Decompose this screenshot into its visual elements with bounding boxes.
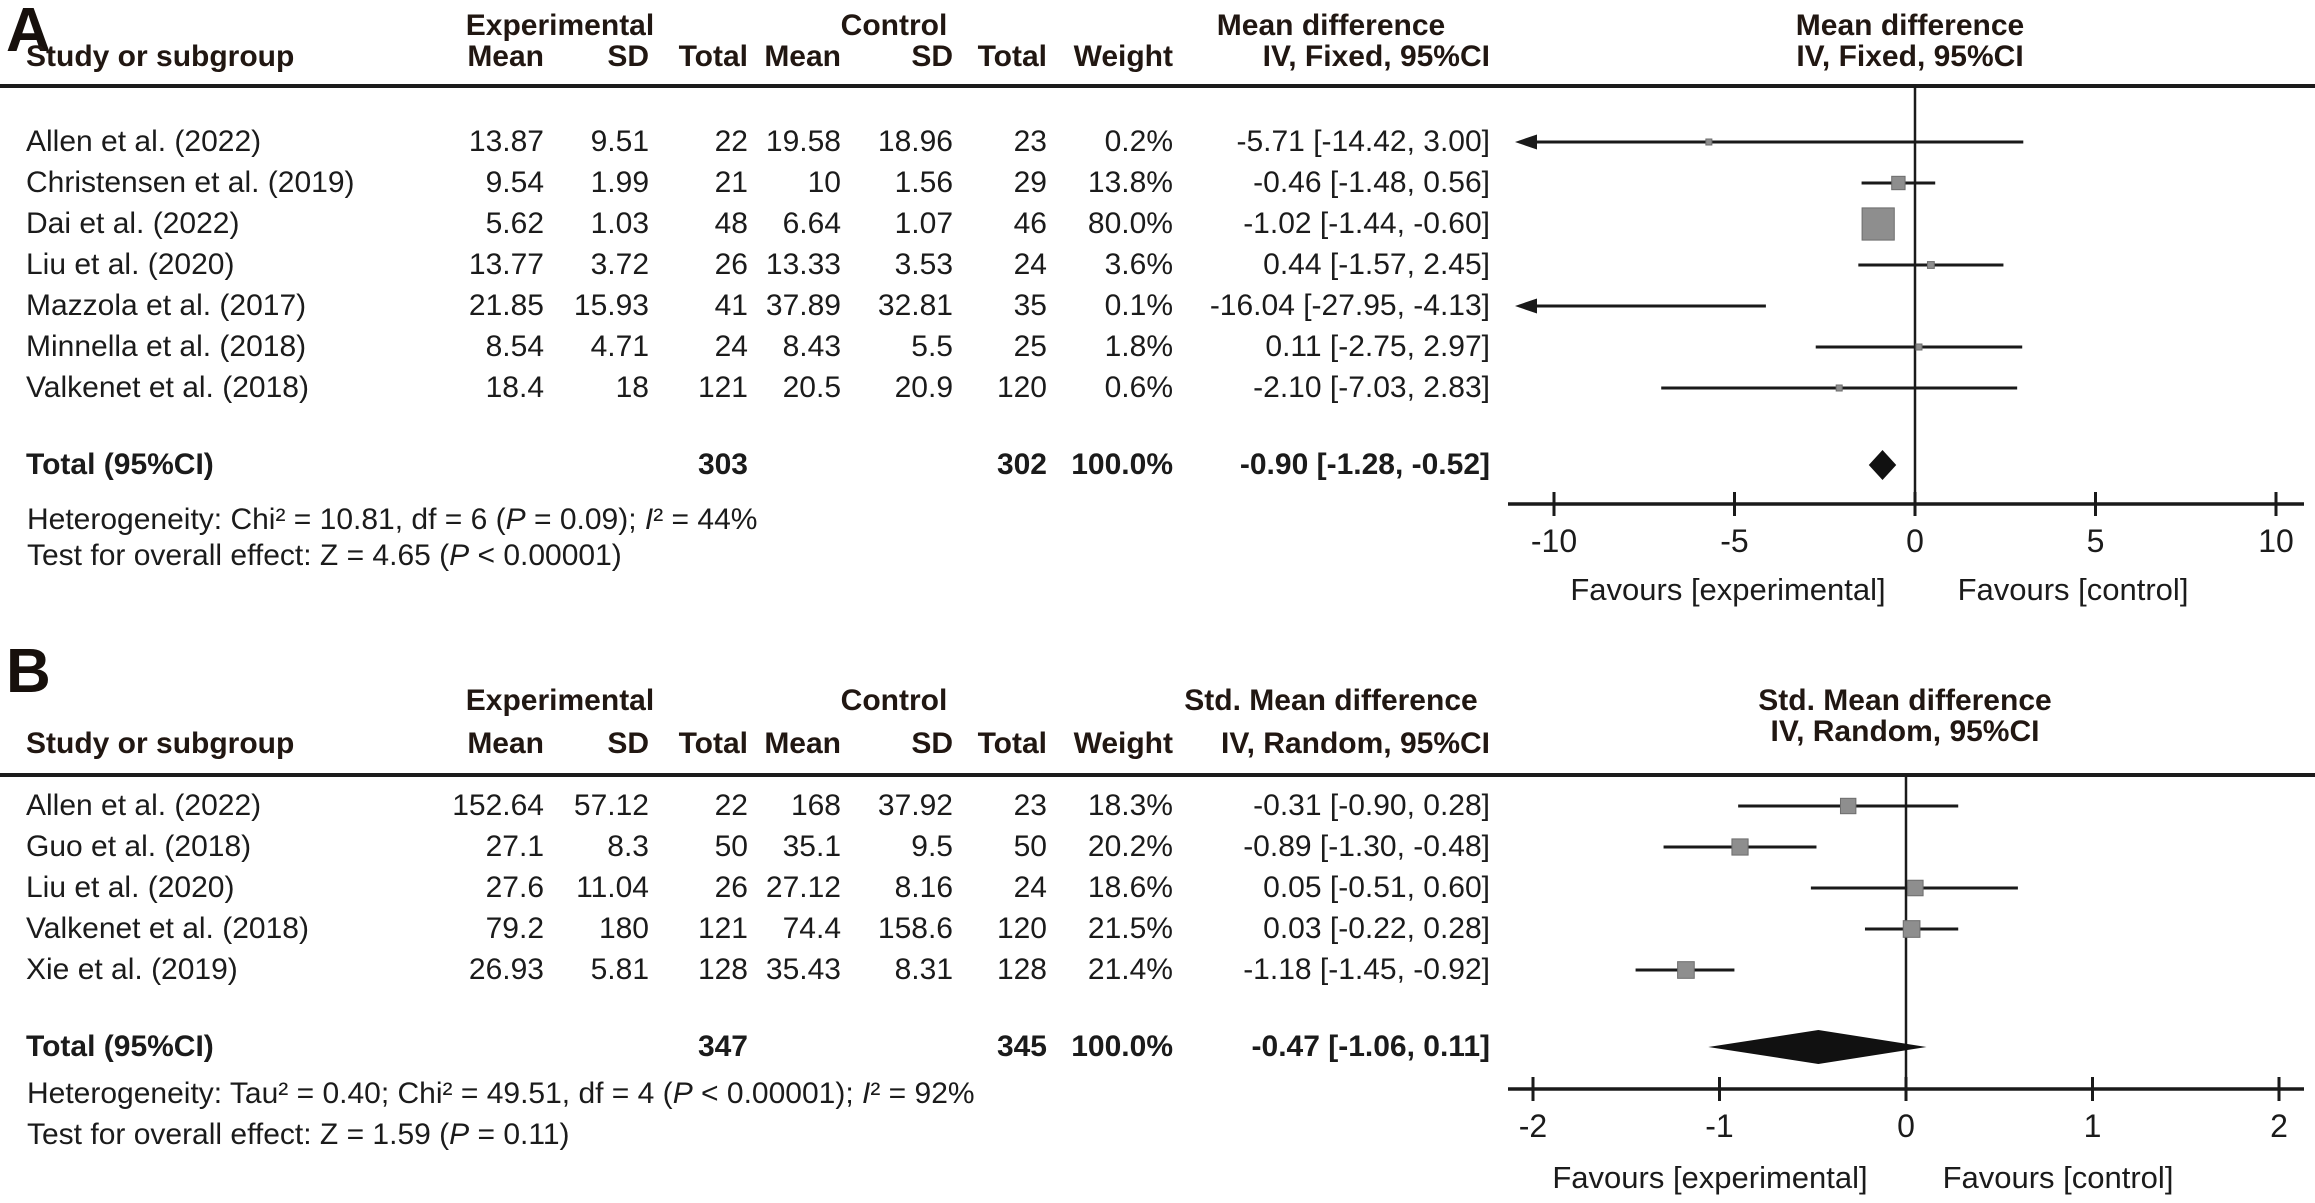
cell-n1: 26: [714, 248, 748, 281]
cell-mean1: 26.93: [468, 953, 544, 986]
effect-square: [1836, 385, 1842, 391]
cell-mean2: 168: [790, 789, 841, 822]
cell-n2: 23: [1013, 789, 1047, 822]
study-row: [0, 831, 1490, 863]
cell-sd2: 8.16: [894, 871, 953, 904]
cell-mean2: 20.5: [782, 371, 841, 404]
study-row: [0, 872, 1490, 904]
axis-tick-label: -10: [1530, 523, 1578, 559]
cell-n2: 120: [996, 371, 1047, 404]
cell-ci: -0.89 [-1.30, -0.48]: [1243, 830, 1490, 863]
cell-mean2: 8.43: [782, 330, 841, 363]
effect-square: [1862, 208, 1894, 240]
cell-name: Liu et al. (2020): [26, 248, 235, 281]
text-segment: < 0.00001): [469, 539, 622, 572]
cell-n2: 23: [1013, 125, 1047, 158]
cell-weight: 1.8%: [1104, 330, 1173, 363]
cell-weight: 18.3%: [1087, 789, 1173, 822]
cell-sd1: 3.72: [590, 248, 649, 281]
cell-name: Liu et al. (2020): [26, 871, 235, 904]
col-study: Study or subgroup: [26, 40, 295, 73]
cell-mean1: 152.64: [452, 789, 544, 822]
col-mean-exp: Mean: [467, 727, 544, 760]
cell-mean2: 74.4: [782, 912, 841, 945]
cell-sd1: 15.93: [573, 289, 649, 322]
cell-n2: 128: [996, 953, 1047, 986]
col-sd-exp: SD: [607, 727, 649, 760]
cell-sd2: 158.6: [877, 912, 953, 945]
total-n-ctl: 345: [996, 1030, 1047, 1063]
cell-ci: 0.11 [-2.75, 2.97]: [1265, 330, 1490, 363]
cell-sd2: 8.31: [894, 953, 953, 986]
col-model: IV, Random, 95%CI: [1221, 727, 1490, 760]
cell-sd2: 5.5: [911, 330, 953, 363]
cell-sd2: 20.9: [894, 371, 953, 404]
col-mean-ctl: Mean: [764, 40, 841, 73]
cell-mean2: 6.64: [782, 207, 841, 240]
model-header-plot: IV, Fixed, 95%CI: [1796, 40, 2024, 73]
effect-square: [1927, 262, 1934, 269]
favours-left-label: Favours [experimental]: [1570, 572, 1886, 607]
study-row: [0, 913, 1490, 945]
study-row: [0, 290, 1490, 322]
effect-square: [1678, 962, 1695, 979]
effect-header-plot: Std. Mean difference: [1758, 684, 2052, 717]
cell-n1: 50: [714, 830, 748, 863]
cell-weight: 0.6%: [1104, 371, 1173, 404]
axis-tick-label: -1: [1705, 1108, 1734, 1144]
cell-sd1: 1.03: [590, 207, 649, 240]
total-row: [0, 1031, 1490, 1063]
cell-mean1: 18.4: [485, 371, 544, 404]
cell-n2: 46: [1013, 207, 1047, 240]
text-segment: = 0.09);: [525, 503, 645, 536]
cell-mean2: 13.33: [765, 248, 841, 281]
group-header-control: Control: [840, 684, 948, 717]
cell-n2: 24: [1013, 248, 1047, 281]
cell-n1: 22: [714, 125, 748, 158]
cell-ci: -0.31 [-0.90, 0.28]: [1253, 789, 1490, 822]
cell-name: Allen et al. (2022): [26, 789, 262, 822]
cell-n1: 121: [697, 912, 748, 945]
text-segment: ² = 44%: [653, 503, 758, 536]
overall-line: [27, 1118, 570, 1152]
cell-sd2: 1.07: [894, 207, 953, 240]
effect-square: [1840, 798, 1855, 813]
cell-sd1: 8.3: [607, 830, 649, 863]
panel-label: A: [6, 0, 51, 65]
col-total-ctl: Total: [977, 40, 1047, 73]
group-header-experimental: Experimental: [465, 684, 655, 717]
cell-name: Valkenet et al. (2018): [26, 912, 309, 945]
axis-tick-label: 0: [1897, 1108, 1915, 1144]
col-total-exp: Total: [678, 727, 748, 760]
text-segment: < 0.00001);: [692, 1077, 862, 1110]
total-weight: 100.0%: [1071, 448, 1173, 481]
cell-n2: 35: [1013, 289, 1047, 322]
cell-mean1: 27.6: [485, 871, 544, 904]
axis-tick-label: 0: [1906, 523, 1924, 559]
col-total-exp: Total: [678, 40, 748, 73]
cell-mean2: 27.12: [765, 871, 841, 904]
cell-weight: 0.1%: [1104, 289, 1173, 322]
axis-tick-label: 10: [2258, 523, 2294, 559]
effect-header-table: Mean difference: [1216, 9, 1446, 42]
het-line: [27, 1077, 975, 1111]
total-n-exp: 303: [697, 448, 748, 481]
cell-sd2: 1.56: [894, 166, 953, 199]
axis-tick-label: -2: [1518, 1108, 1548, 1144]
cell-name: Xie et al. (2019): [26, 953, 238, 986]
group-header-experimental: Experimental: [465, 9, 655, 42]
cell-mean1: 13.77: [468, 248, 544, 281]
effect-square: [1732, 839, 1748, 855]
cell-n2: 29: [1013, 166, 1047, 199]
text-segment: I: [862, 1077, 871, 1110]
effect-square: [1706, 139, 1712, 145]
cell-mean2: 35.43: [765, 953, 841, 986]
arrow-left-icon: [1515, 299, 1537, 314]
text-segment: P: [505, 503, 526, 536]
cell-name: Christensen et al. (2019): [26, 166, 355, 199]
text-segment: Test for overall effect: Z = 4.65 (: [27, 539, 450, 572]
cell-sd1: 180: [598, 912, 649, 945]
cell-ci: -16.04 [-27.95, -4.13]: [1209, 289, 1490, 322]
cell-ci: 0.44 [-1.57, 2.45]: [1263, 248, 1490, 281]
text-segment: ² = 92%: [870, 1077, 975, 1110]
cell-ci: -0.46 [-1.48, 0.56]: [1253, 166, 1490, 199]
text-segment: P: [449, 539, 470, 572]
cell-n2: 50: [1013, 830, 1047, 863]
cell-weight: 13.8%: [1087, 166, 1173, 199]
cell-name: Valkenet et al. (2018): [26, 371, 309, 404]
effect-square: [1916, 344, 1922, 350]
total-ci: -0.90 [-1.28, -0.52]: [1239, 448, 1490, 481]
cell-sd1: 11.04: [576, 871, 649, 904]
study-row: [0, 249, 1490, 281]
cell-name: Dai et al. (2022): [26, 207, 240, 240]
study-row: [0, 208, 1490, 240]
col-weight: Weight: [1073, 40, 1173, 73]
axis-tick-label: 2: [2270, 1108, 2288, 1144]
text-segment: Heterogeneity: Chi² = 10.81, df = 6 (: [27, 503, 506, 536]
cell-mean2: 35.1: [782, 830, 841, 863]
forest-plot-canvas: [1500, 0, 2315, 615]
study-row: [0, 790, 1490, 822]
cell-mean1: 9.54: [485, 166, 544, 199]
total-row: [0, 449, 1490, 481]
col-mean-exp: Mean: [467, 40, 544, 73]
cell-weight: 21.4%: [1087, 953, 1173, 986]
column-header-row: [0, 728, 1490, 760]
column-header-row: [0, 41, 1490, 73]
cell-sd1: 5.81: [590, 953, 649, 986]
cell-mean1: 27.1: [485, 830, 544, 863]
cell-mean1: 5.62: [485, 207, 544, 240]
cell-weight: 80.0%: [1087, 207, 1173, 240]
total-ci: -0.47 [-1.06, 0.11]: [1251, 1030, 1490, 1063]
cell-weight: 20.2%: [1087, 830, 1173, 863]
pooled-diamond: [1869, 450, 1896, 480]
cell-n1: 128: [697, 953, 748, 986]
text-segment: I: [644, 503, 654, 536]
col-total-ctl: Total: [977, 727, 1047, 760]
cell-n2: 25: [1013, 330, 1047, 363]
cell-name: Guo et al. (2018): [26, 830, 252, 863]
study-row: [0, 167, 1490, 199]
cell-n2: 120: [996, 912, 1047, 945]
cell-ci: -5.71 [-14.42, 3.00]: [1236, 125, 1490, 158]
col-sd-ctl: SD: [911, 40, 953, 73]
cell-sd1: 9.51: [590, 125, 649, 158]
cell-n1: 21: [714, 166, 748, 199]
model-header-plot: IV, Random, 95%CI: [1770, 715, 2040, 748]
cell-ci: -2.10 [-7.03, 2.83]: [1253, 371, 1490, 404]
cell-name: Minnella et al. (2018): [26, 330, 307, 363]
favours-left-label: Favours [experimental]: [1552, 1160, 1868, 1195]
col-sd-ctl: SD: [911, 727, 953, 760]
cell-mean1: 8.54: [485, 330, 544, 363]
cell-mean1: 13.87: [468, 125, 544, 158]
axis-tick-label: 5: [2086, 523, 2105, 559]
cell-n1: 48: [714, 207, 748, 240]
cell-weight: 3.6%: [1104, 248, 1173, 281]
cell-ci: 0.03 [-0.22, 0.28]: [1263, 912, 1490, 945]
cell-n1: 41: [714, 289, 748, 322]
cell-name: Mazzola et al. (2017): [26, 289, 307, 322]
col-sd-exp: SD: [607, 40, 649, 73]
arrow-left-icon: [1515, 135, 1537, 150]
cell-ci: -1.02 [-1.44, -0.60]: [1243, 207, 1490, 240]
cell-n1: 121: [697, 371, 748, 404]
cell-n1: 22: [714, 789, 748, 822]
group-header-control: Control: [840, 9, 948, 42]
cell-weight: 0.2%: [1104, 125, 1173, 158]
total-weight: 100.0%: [1071, 1030, 1173, 1063]
study-row: [0, 372, 1490, 404]
favours-right-label: Favours [control]: [1957, 572, 2189, 607]
total-n-ctl: 302: [996, 448, 1047, 481]
total-label: Total (95%CI): [26, 1030, 214, 1063]
pooled-diamond: [1708, 1030, 1926, 1064]
cell-ci: 0.05 [-0.51, 0.60]: [1263, 871, 1490, 904]
cell-sd1: 4.71: [590, 330, 649, 363]
het-line: [27, 503, 757, 537]
text-segment: P: [672, 1077, 693, 1110]
cell-mean2: 10: [807, 166, 841, 199]
cell-sd1: 1.99: [590, 166, 649, 199]
effect-header-plot: Mean difference: [1795, 9, 2025, 42]
favours-right-label: Favours [control]: [1942, 1160, 2174, 1195]
cell-mean1: 21.85: [468, 289, 544, 322]
cell-ci: -1.18 [-1.45, -0.92]: [1243, 953, 1490, 986]
effect-square: [1903, 921, 1920, 938]
overall-line: [27, 539, 622, 573]
effect-square: [1892, 176, 1905, 189]
cell-sd2: 32.81: [877, 289, 953, 322]
cell-mean1: 79.2: [485, 912, 544, 945]
cell-n1: 26: [714, 871, 748, 904]
cell-n2: 24: [1013, 871, 1047, 904]
text-segment: Heterogeneity: Tau² = 0.40; Chi² = 49.51, df = 4 (: [27, 1077, 673, 1110]
cell-weight: 18.6%: [1087, 871, 1173, 904]
cell-sd2: 9.5: [911, 830, 953, 863]
axis-tick-label: 1: [2083, 1108, 2102, 1144]
cell-sd2: 18.96: [877, 125, 953, 158]
total-label: Total (95%CI): [26, 448, 214, 481]
cell-weight: 21.5%: [1087, 912, 1173, 945]
cell-sd1: 57.12: [573, 789, 649, 822]
text-segment: P: [449, 1118, 470, 1151]
cell-mean2: 37.89: [765, 289, 841, 322]
cell-n1: 24: [714, 330, 748, 363]
axis-tick-label: -5: [1720, 523, 1749, 559]
total-n-exp: 347: [697, 1030, 748, 1063]
panel-label: B: [6, 637, 51, 706]
col-model: IV, Fixed, 95%CI: [1262, 40, 1490, 73]
text-segment: Test for overall effect: Z = 1.59 (: [27, 1118, 450, 1151]
cell-name: Allen et al. (2022): [26, 125, 262, 158]
effect-square: [1908, 880, 1924, 896]
cell-sd2: 37.92: [877, 789, 953, 822]
cell-sd2: 3.53: [894, 248, 953, 281]
study-row: [0, 126, 1490, 158]
effect-header-table: Std. Mean difference: [1184, 684, 1478, 717]
col-study: Study or subgroup: [26, 727, 295, 760]
cell-mean2: 19.58: [765, 125, 841, 158]
panel-b: [0, 615, 2315, 1203]
col-weight: Weight: [1073, 727, 1173, 760]
text-segment: = 0.11): [469, 1118, 570, 1151]
study-row: [0, 331, 1490, 363]
forest-plot-canvas: [1500, 615, 2315, 1203]
study-row: [0, 954, 1490, 986]
cell-sd1: 18: [615, 371, 649, 404]
col-mean-ctl: Mean: [764, 727, 841, 760]
